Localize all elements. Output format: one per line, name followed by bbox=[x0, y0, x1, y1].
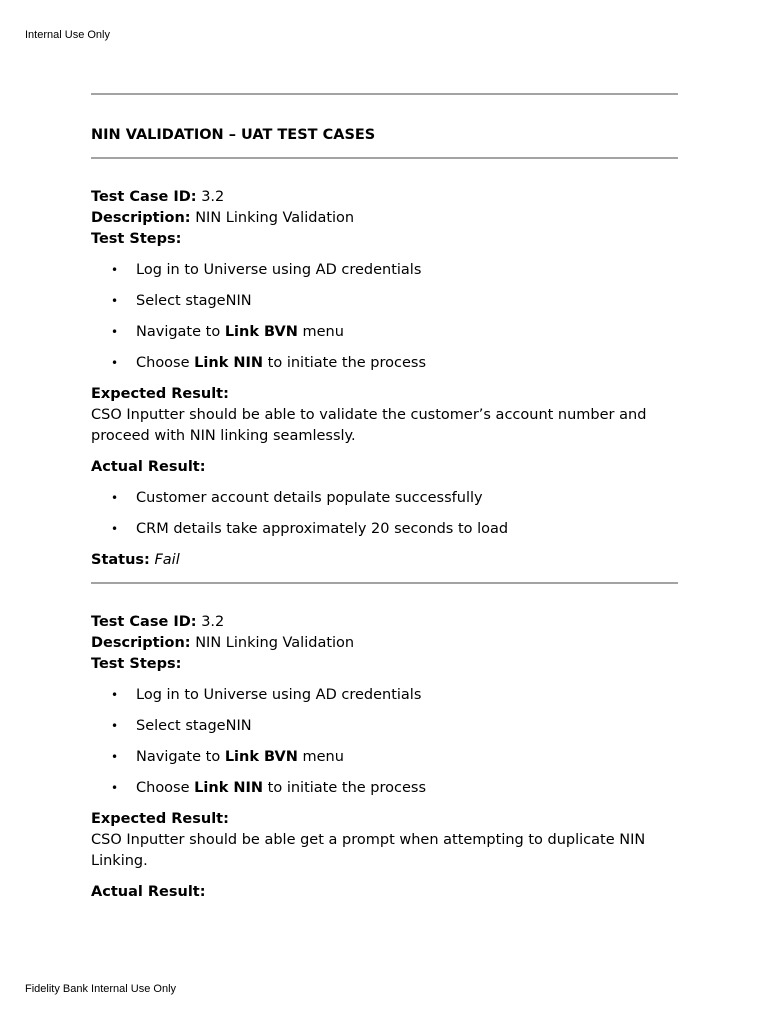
test-case-1 bbox=[91, 159, 678, 582]
test-step-item: • Log in to Universe using AD credentials bbox=[91, 260, 678, 281]
expected-result-heading: Expected Result: bbox=[91, 811, 229, 827]
description-value: NIN Linking Validation bbox=[195, 635, 355, 651]
test-case-id-line bbox=[91, 187, 678, 208]
page-header: Internal Use Only bbox=[25, 29, 110, 41]
status-label: Status: bbox=[91, 552, 150, 568]
bullet-icon: • bbox=[111, 491, 119, 505]
test-steps-list bbox=[91, 685, 678, 799]
test-steps-list bbox=[91, 260, 678, 374]
bullet-icon: • bbox=[111, 294, 119, 308]
bullet-icon: • bbox=[111, 719, 119, 733]
actual-result-heading: Actual Result: bbox=[91, 884, 206, 900]
expected-result-text: CSO Inputter should be able to validate the customer’s account number and proceed with NIN linking seamlessly. bbox=[91, 407, 647, 444]
test-case-2 bbox=[91, 584, 678, 914]
actual-result-item: • Customer account details populate successfully bbox=[91, 488, 678, 509]
bullet-icon: • bbox=[111, 781, 119, 795]
document-title: NIN VALIDATION – UAT TEST CASES bbox=[91, 127, 376, 143]
bullet-icon: • bbox=[111, 325, 119, 339]
test-step-item: • Navigate to Link BVN menu bbox=[91, 322, 678, 343]
description-value: NIN Linking Validation bbox=[195, 210, 355, 226]
test-step-item: • Choose Link NIN to initiate the process bbox=[91, 778, 678, 799]
test-steps-heading: Test Steps: bbox=[91, 656, 182, 672]
test-case-id-label: Test Case ID: bbox=[91, 189, 197, 205]
test-case-id-label: Test Case ID: bbox=[91, 614, 197, 630]
test-case-id-value: 3.2 bbox=[201, 614, 225, 630]
test-step-item: • Log in to Universe using AD credentials bbox=[91, 685, 678, 706]
status-value: Fail bbox=[154, 552, 180, 568]
description-line bbox=[91, 208, 678, 229]
bullet-icon: • bbox=[111, 522, 119, 536]
bullet-icon: • bbox=[111, 688, 119, 702]
description-label: Description: bbox=[91, 210, 191, 226]
test-step-item: • Navigate to Link BVN menu bbox=[91, 747, 678, 768]
document-body bbox=[91, 93, 678, 914]
test-steps-heading: Test Steps: bbox=[91, 231, 182, 247]
test-step-item: • Select stageNIN bbox=[91, 291, 678, 312]
bullet-icon: • bbox=[111, 263, 119, 277]
status-line bbox=[91, 550, 678, 571]
actual-result-item: • CRM details take approximately 20 seconds to load bbox=[91, 519, 678, 540]
test-step-item: • Choose Link NIN to initiate the process bbox=[91, 353, 678, 374]
expected-result-text: CSO Inputter should be able get a prompt when attempting to duplicate NIN Linking. bbox=[91, 832, 646, 869]
test-case-id-line bbox=[91, 612, 678, 633]
bullet-icon: • bbox=[111, 750, 119, 764]
actual-result-heading: Actual Result: bbox=[91, 459, 206, 475]
description-line bbox=[91, 633, 678, 654]
actual-result-list bbox=[91, 488, 678, 540]
page-footer: Fidelity Bank Internal Use Only bbox=[25, 983, 177, 995]
test-case-id-value: 3.2 bbox=[201, 189, 225, 205]
test-step-item: • Select stageNIN bbox=[91, 716, 678, 737]
expected-result-heading: Expected Result: bbox=[91, 386, 229, 402]
bullet-icon: • bbox=[111, 356, 119, 370]
description-label: Description: bbox=[91, 635, 191, 651]
